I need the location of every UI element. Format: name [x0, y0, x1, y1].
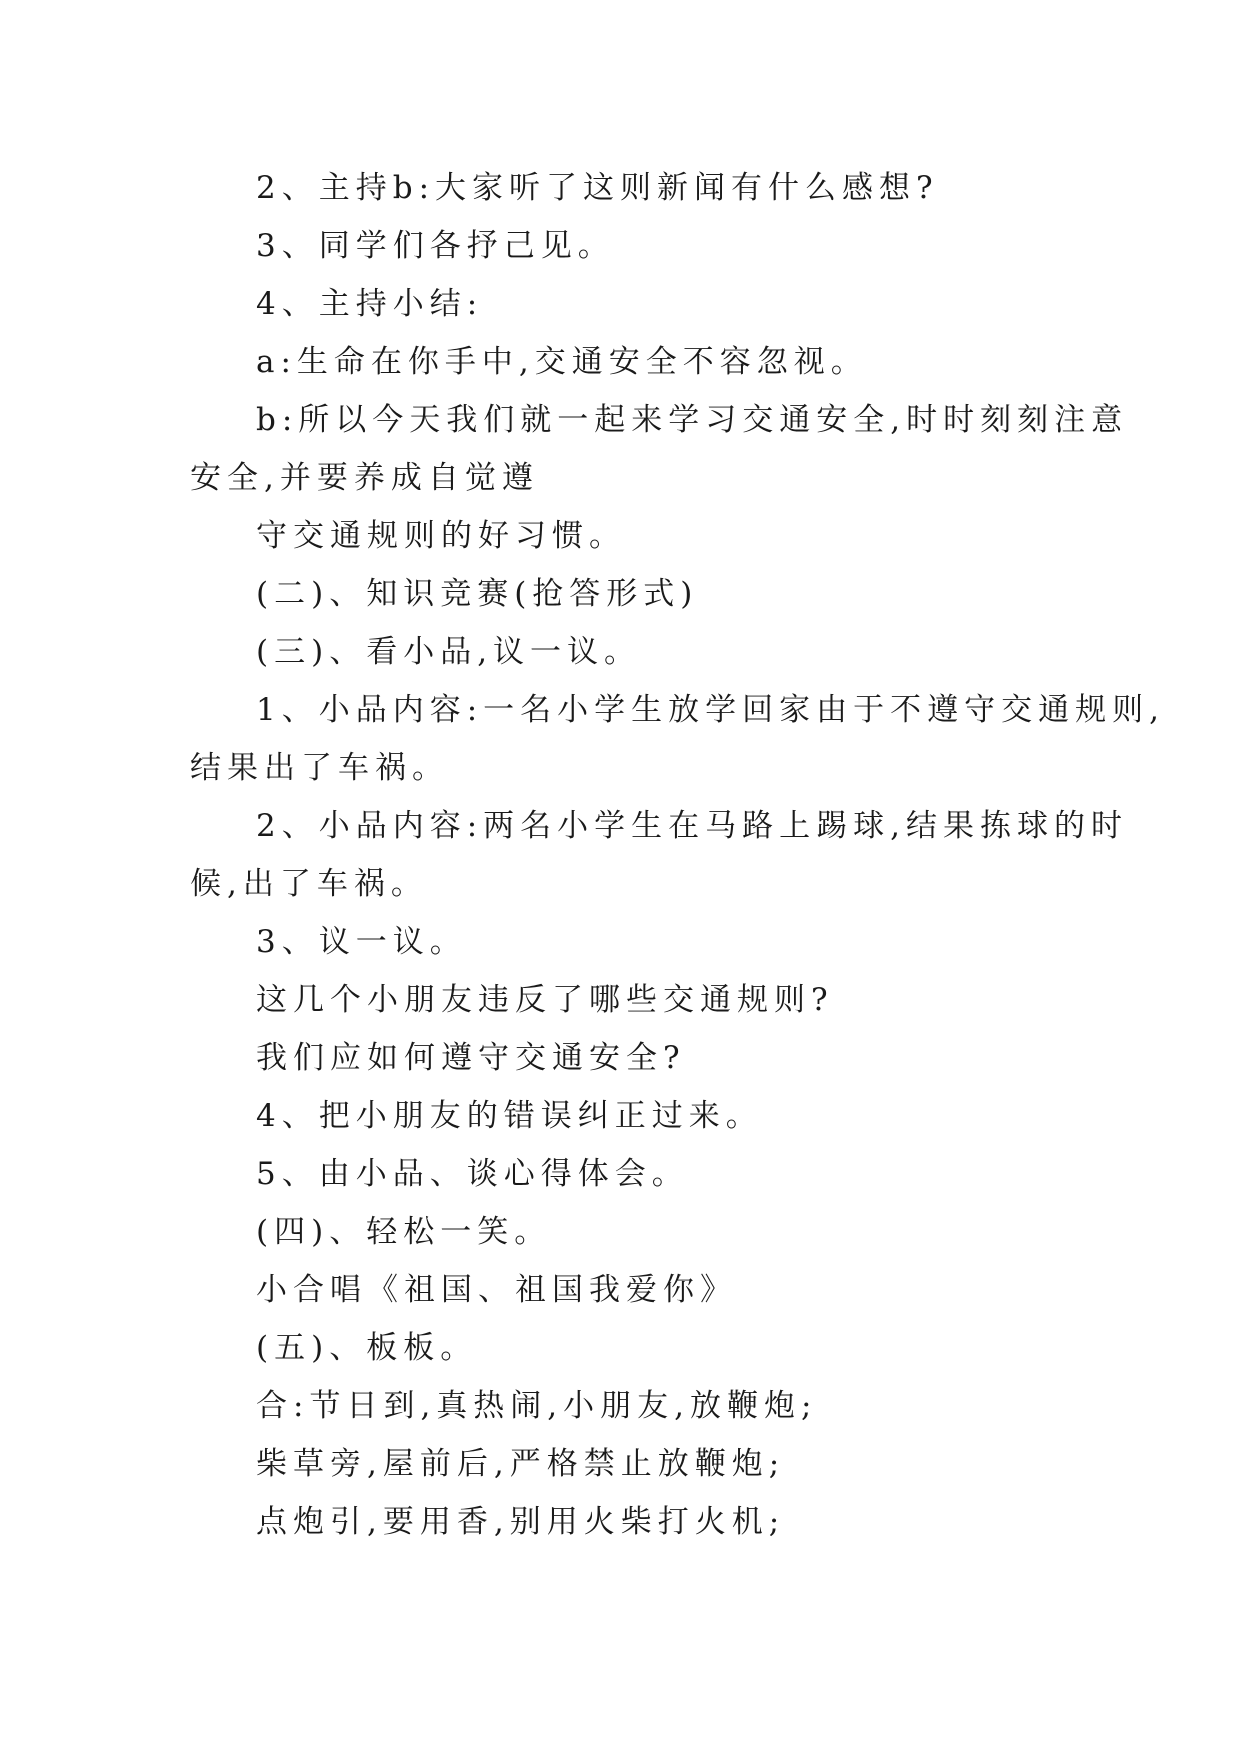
- section-heading: (三)、看小品,议一议。: [256, 634, 642, 670]
- text-line: 点炮引,要用香,别用火柴打火机;: [256, 1504, 786, 1540]
- text-line: 我们应如何遵守交通安全?: [256, 1040, 686, 1076]
- section-heading: (五)、板板。: [256, 1330, 478, 1366]
- text-line: 守交通规则的好习惯。: [256, 518, 626, 554]
- section-heading: (四)、轻松一笑。: [256, 1214, 552, 1250]
- text-line: 安全,并要养成自觉遵: [190, 460, 539, 496]
- text-line: 候,出了车祸。: [190, 866, 428, 902]
- text-line: b:所以今天我们就一起来学习交通安全,时时刻刻注意: [256, 402, 1129, 438]
- text-line: 小合唱《祖国、祖国我爱你》: [256, 1272, 737, 1308]
- text-line: 4、把小朋友的错误纠正过来。: [256, 1098, 763, 1134]
- text-line: 3、同学们各抒己见。: [256, 228, 615, 264]
- text-line: 这几个小朋友违反了哪些交通规则?: [256, 982, 834, 1018]
- text-line: 2、主持b:大家听了这则新闻有什么感想?: [256, 170, 939, 206]
- text-line: 柴草旁,屋前后,严格禁止放鞭炮;: [256, 1446, 786, 1482]
- text-line: a:生命在你手中,交通安全不容忽视。: [256, 344, 868, 380]
- text-line: 5、由小品、谈心得体会。: [256, 1156, 689, 1192]
- text-line: 结果出了车祸。: [190, 750, 449, 786]
- text-line: 4、主持小结:: [256, 286, 484, 322]
- text-line: 1、小品内容:一名小学生放学回家由于不遵守交通规则,: [256, 692, 1166, 728]
- text-line: 2、小品内容:两名小学生在马路上踢球,结果拣球的时: [256, 808, 1129, 844]
- text-line: 3、议一议。: [256, 924, 467, 960]
- text-line: 合:节日到,真热闹,小朋友,放鞭炮;: [256, 1388, 818, 1424]
- section-heading: (二)、知识竞赛(抢答形式): [256, 576, 699, 612]
